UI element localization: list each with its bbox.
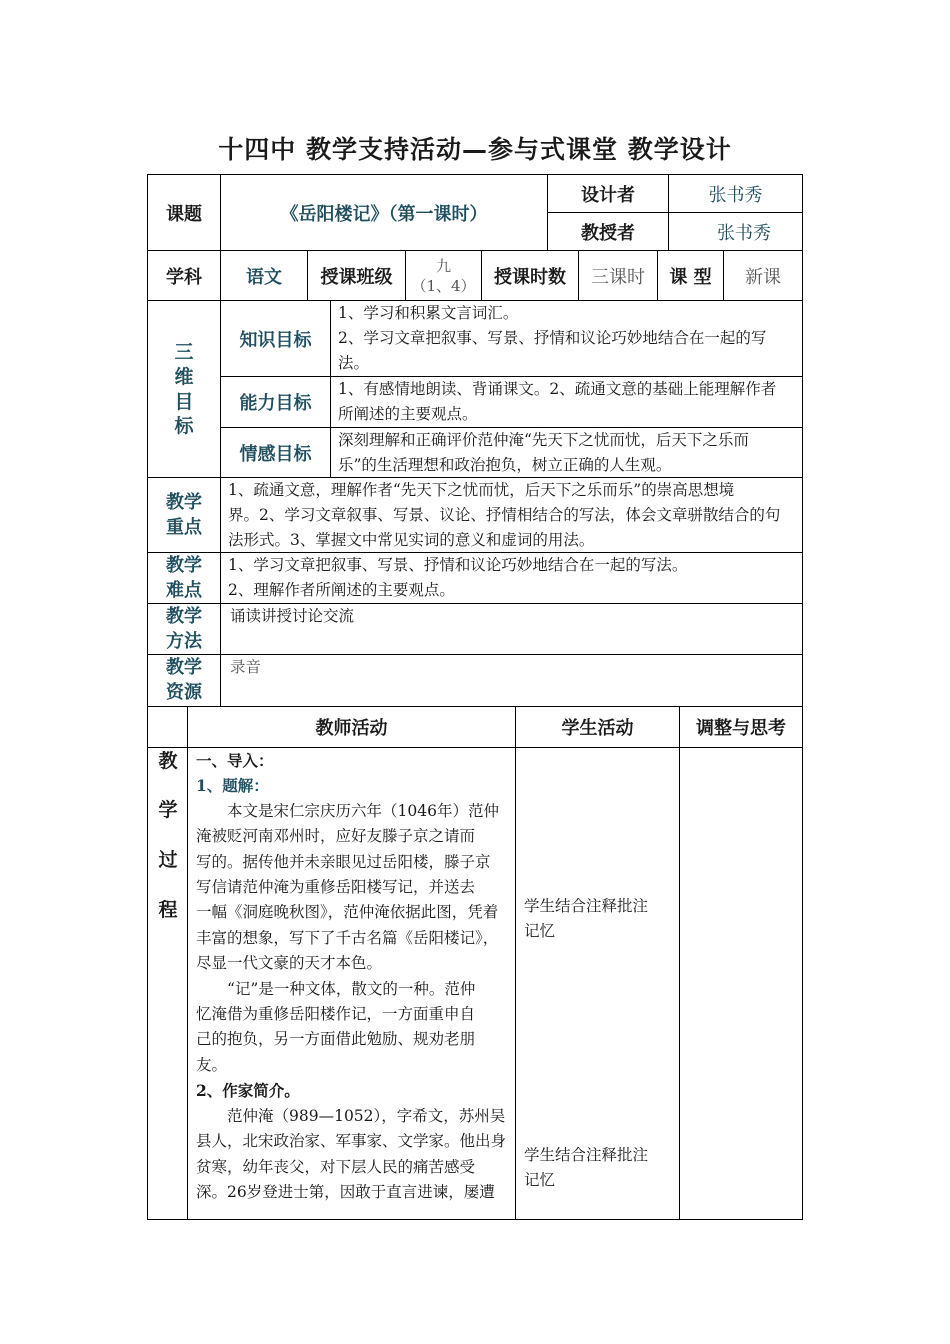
difficulty-label: 教学 难点: [166, 555, 202, 601]
resources-text: 录音: [230, 658, 262, 676]
method-label: 教学 方法: [166, 606, 202, 652]
subject-label: 学科: [166, 266, 202, 288]
class-sections: （1、4）: [411, 276, 476, 295]
class-grade: 九: [435, 256, 451, 275]
student-note-2: 学生结合注释批注 记忆: [524, 1146, 649, 1189]
focus-label: 教学 重点: [166, 492, 202, 538]
subject-value: 语文: [246, 266, 282, 288]
designer-label: 设计者: [581, 184, 635, 206]
ability-text: 1、有感情地朗读、背诵课文。2、疏通文意的基础上能理解作者 所阐述的主要观点。: [338, 380, 777, 423]
class-label: 授课班级: [320, 266, 393, 288]
difficulty-text: 1、学习文章把叙事、写景、抒情和议论巧妙地结合在一起的写法。 2、理解作者所阐述的主要观点。: [228, 556, 688, 599]
page-title: 十四中 教学支持活动—参与式课堂 教学设计: [218, 135, 732, 164]
hours-label: 授课时数: [494, 266, 566, 288]
topic-label: 课题: [166, 203, 202, 225]
hours-value: 三课时: [591, 266, 645, 288]
type-label: 课 型: [669, 266, 712, 288]
student-note-1: 学生结合注释批注 记忆: [524, 897, 649, 940]
col-student-activity: 学生活动: [561, 718, 634, 739]
type-value: 新课: [745, 266, 781, 288]
teacher-value: 张书秀: [717, 222, 771, 244]
knowledge-text: 1、学习和积累文言词汇。 2、学习文章把叙事、写景、抒情和议论巧妙地结合在一起的写 法。: [338, 304, 767, 372]
teacher-activity-text: 一、导入： 1、题解： 本文是宋仁宗庆历六年（1046年）范仲 淹被贬河南邓州时，应好友滕子京之请而 写的。据传他并未亲眼见过岳阳楼，滕子京 写信请范仲淹为重修岳阳楼写记，并送去 一幅《洞庭晚秋图》，范仲淹依据此图，凭着 丰富的想象，写下了千古名篇《岳阳楼记》， 尽显一代文豪的天才本色。 “记”是一种文体，散文的一种。范仲 忆淹借为重修岳阳楼作记，一方面重申自 己的抱负，另一方面借此勉励、规劝老朋 友。 2、作家简介。 范仲淹（989—1052），字希文，苏州吴 县人，北宋政治家、军事家、文学家。他出身 贫寒，幼年丧父，对下层人民的痛苦感受 深。26岁登进士第，因敢于直言进谏，屡遭: [196, 748, 514, 1205]
topic-value: 《岳阳楼记》（第一课时）: [280, 203, 488, 225]
ability-label: 能力目标: [239, 393, 312, 414]
section-author-heading: 2、作家简介。: [196, 1081, 300, 1101]
col-teacher-activity: 教师活动: [315, 718, 388, 739]
resources-label: 教学 资源: [166, 657, 202, 703]
section-title-explain: 1、题解：: [196, 776, 269, 796]
emotion-label: 情感目标: [239, 443, 312, 465]
knowledge-label: 知识目标: [239, 329, 312, 351]
col-reflection: 调整与思考: [696, 718, 786, 739]
section-intro-heading: 一、导入：: [196, 751, 274, 770]
emotion-text: 深刻理解和正确评价范仲淹“先天下之忧而忧，后天下之乐而 乐”的生活理想和政治抱负，树立正确的人生观。: [338, 431, 749, 474]
class-value: [406, 251, 481, 300]
teacher-label: 教授者: [581, 222, 635, 244]
method-text: 诵读讲授讨论交流: [230, 607, 355, 625]
designer-value: 张书秀: [708, 184, 763, 206]
focus-text: 1、疏通文意，理解作者“先天下之忧而忧，后天下之乐而乐”的崇高思想境 界。2、学习文章叙事、写景、议论、抒情相结合的写法，体会文章骈散结合的句 法形式。3、掌握文中常见实词的意义和虚词的用法。: [228, 481, 781, 549]
